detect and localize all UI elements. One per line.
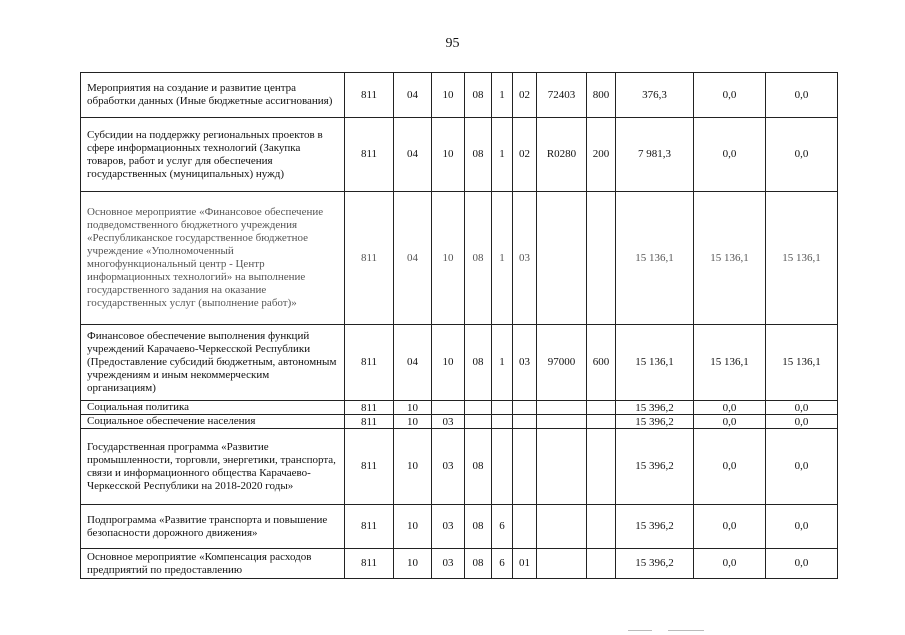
section-code: 10 (394, 415, 432, 429)
event-code: 02 (513, 118, 537, 192)
row-name: Субсидии на поддержку региональных проектов в сфере информационных технологий (Закупка товаров, работ и услуг для обеспечения государственных (муниципальных) нужд) (81, 118, 345, 192)
amount-year-2: 0,0 (694, 415, 766, 429)
amount-year-2: 0,0 (694, 73, 766, 118)
table-row (81, 549, 838, 579)
expense-type-code (587, 401, 616, 415)
amount-year-1: 15 136,1 (616, 325, 694, 401)
amount-year-3: 0,0 (766, 401, 838, 415)
amount-year-3: 0,0 (766, 505, 838, 549)
subprogram-code: 1 (492, 73, 513, 118)
ministry-code: 811 (345, 192, 394, 325)
table-row (81, 118, 838, 192)
direction-code: R0280 (537, 118, 587, 192)
subsection-code: 10 (432, 192, 465, 325)
program-code: 08 (465, 192, 492, 325)
page-number: 95 (445, 36, 460, 51)
event-code: 02 (513, 73, 537, 118)
ministry-code: 811 (345, 415, 394, 429)
section-code: 04 (394, 325, 432, 401)
amount-year-1: 15 396,2 (616, 429, 694, 505)
subsection-code: 10 (432, 73, 465, 118)
ministry-code: 811 (345, 505, 394, 549)
direction-code (537, 429, 587, 505)
row-name: Государственная программа «Развитие промышленности, торговли, энергетики, транспорта, связи и информационного общества Карачаево-Черкесской Республики на 2018-2020 годы» (81, 429, 345, 505)
amount-year-1: 15 396,2 (616, 549, 694, 579)
table-row (81, 73, 838, 118)
table-row (81, 415, 838, 429)
ministry-code: 811 (345, 325, 394, 401)
program-code (465, 401, 492, 415)
row-name: Финансовое обеспечение выполнения функций учреждений Карачаево-Черкесской Республики (Предоставление субсидий бюджетным, автономным учреждениям и иным некоммерческим организациям) (81, 325, 345, 401)
expense-type-code (587, 549, 616, 579)
scan-artifact (628, 630, 652, 631)
program-code: 08 (465, 505, 492, 549)
table-row (81, 429, 838, 505)
program-code: 08 (465, 118, 492, 192)
subsection-code: 10 (432, 325, 465, 401)
table-row (81, 401, 838, 415)
row-name: Социальное обеспечение населения (81, 415, 345, 429)
ministry-code: 811 (345, 429, 394, 505)
amount-year-1: 376,3 (616, 73, 694, 118)
event-code (513, 505, 537, 549)
section-code: 10 (394, 505, 432, 549)
scan-artifact (668, 630, 704, 631)
subprogram-code (492, 429, 513, 505)
expense-type-code: 200 (587, 118, 616, 192)
subprogram-code: 6 (492, 505, 513, 549)
expense-type-code: 600 (587, 325, 616, 401)
amount-year-3: 15 136,1 (766, 192, 838, 325)
amount-year-2: 15 136,1 (694, 192, 766, 325)
event-code (513, 415, 537, 429)
section-code: 04 (394, 118, 432, 192)
row-name: Социальная политика (81, 401, 345, 415)
amount-year-1: 15 396,2 (616, 415, 694, 429)
subsection-code: 03 (432, 549, 465, 579)
expense-type-code (587, 415, 616, 429)
program-code: 08 (465, 325, 492, 401)
section-code: 10 (394, 429, 432, 505)
amount-year-2: 0,0 (694, 429, 766, 505)
amount-year-3: 0,0 (766, 549, 838, 579)
direction-code (537, 505, 587, 549)
direction-code (537, 192, 587, 325)
subprogram-code: 1 (492, 325, 513, 401)
subprogram-code (492, 401, 513, 415)
amount-year-2: 15 136,1 (694, 325, 766, 401)
subsection-code: 03 (432, 429, 465, 505)
direction-code: 97000 (537, 325, 587, 401)
amount-year-3: 15 136,1 (766, 325, 838, 401)
row-name: Основное мероприятие «Компенсация расходов предприятий по предоставлению (81, 549, 345, 579)
section-code: 10 (394, 401, 432, 415)
section-code: 04 (394, 73, 432, 118)
ministry-code: 811 (345, 118, 394, 192)
amount-year-1: 15 396,2 (616, 505, 694, 549)
amount-year-1: 7 981,3 (616, 118, 694, 192)
ministry-code: 811 (345, 73, 394, 118)
subprogram-code: 1 (492, 192, 513, 325)
event-code: 03 (513, 325, 537, 401)
expense-type-code: 800 (587, 73, 616, 118)
program-code: 08 (465, 429, 492, 505)
expense-type-code (587, 429, 616, 505)
event-code: 03 (513, 192, 537, 325)
direction-code (537, 401, 587, 415)
subprogram-code: 6 (492, 549, 513, 579)
amount-year-1: 15 136,1 (616, 192, 694, 325)
event-code: 01 (513, 549, 537, 579)
amount-year-2: 0,0 (694, 401, 766, 415)
row-name: Подпрограмма «Развитие транспорта и повышение безопасности дорожного движения» (81, 505, 345, 549)
row-name: Основное мероприятие «Финансовое обеспечение подведомственного бюджетного учреждения «Республиканское государственное бюджетное учреждение «Уполномоченный многофункциональный центр - Центр информационных технологий» на выполнение государственного задания на оказание государственных услуг (выполнение работ)» (81, 192, 345, 325)
amount-year-2: 0,0 (694, 118, 766, 192)
direction-code (537, 549, 587, 579)
subprogram-code (492, 415, 513, 429)
subprogram-code: 1 (492, 118, 513, 192)
amount-year-3: 0,0 (766, 415, 838, 429)
subsection-code: 10 (432, 118, 465, 192)
event-code (513, 401, 537, 415)
row-name: Мероприятия на создание и развитие центра обработки данных (Иные бюджетные ассигнования) (81, 73, 345, 118)
section-code: 04 (394, 192, 432, 325)
program-code: 08 (465, 73, 492, 118)
ministry-code: 811 (345, 401, 394, 415)
amount-year-3: 0,0 (766, 118, 838, 192)
budget-table (80, 72, 838, 579)
table-row (81, 325, 838, 401)
amount-year-2: 0,0 (694, 549, 766, 579)
amount-year-2: 0,0 (694, 505, 766, 549)
program-code: 08 (465, 549, 492, 579)
section-code: 10 (394, 549, 432, 579)
subsection-code: 03 (432, 505, 465, 549)
amount-year-3: 0,0 (766, 429, 838, 505)
subsection-code: 03 (432, 415, 465, 429)
expense-type-code (587, 192, 616, 325)
expense-type-code (587, 505, 616, 549)
amount-year-3: 0,0 (766, 73, 838, 118)
subsection-code (432, 401, 465, 415)
event-code (513, 429, 537, 505)
direction-code (537, 415, 587, 429)
amount-year-1: 15 396,2 (616, 401, 694, 415)
ministry-code: 811 (345, 549, 394, 579)
table-row (81, 192, 838, 325)
direction-code: 72403 (537, 73, 587, 118)
program-code (465, 415, 492, 429)
table-row (81, 505, 838, 549)
